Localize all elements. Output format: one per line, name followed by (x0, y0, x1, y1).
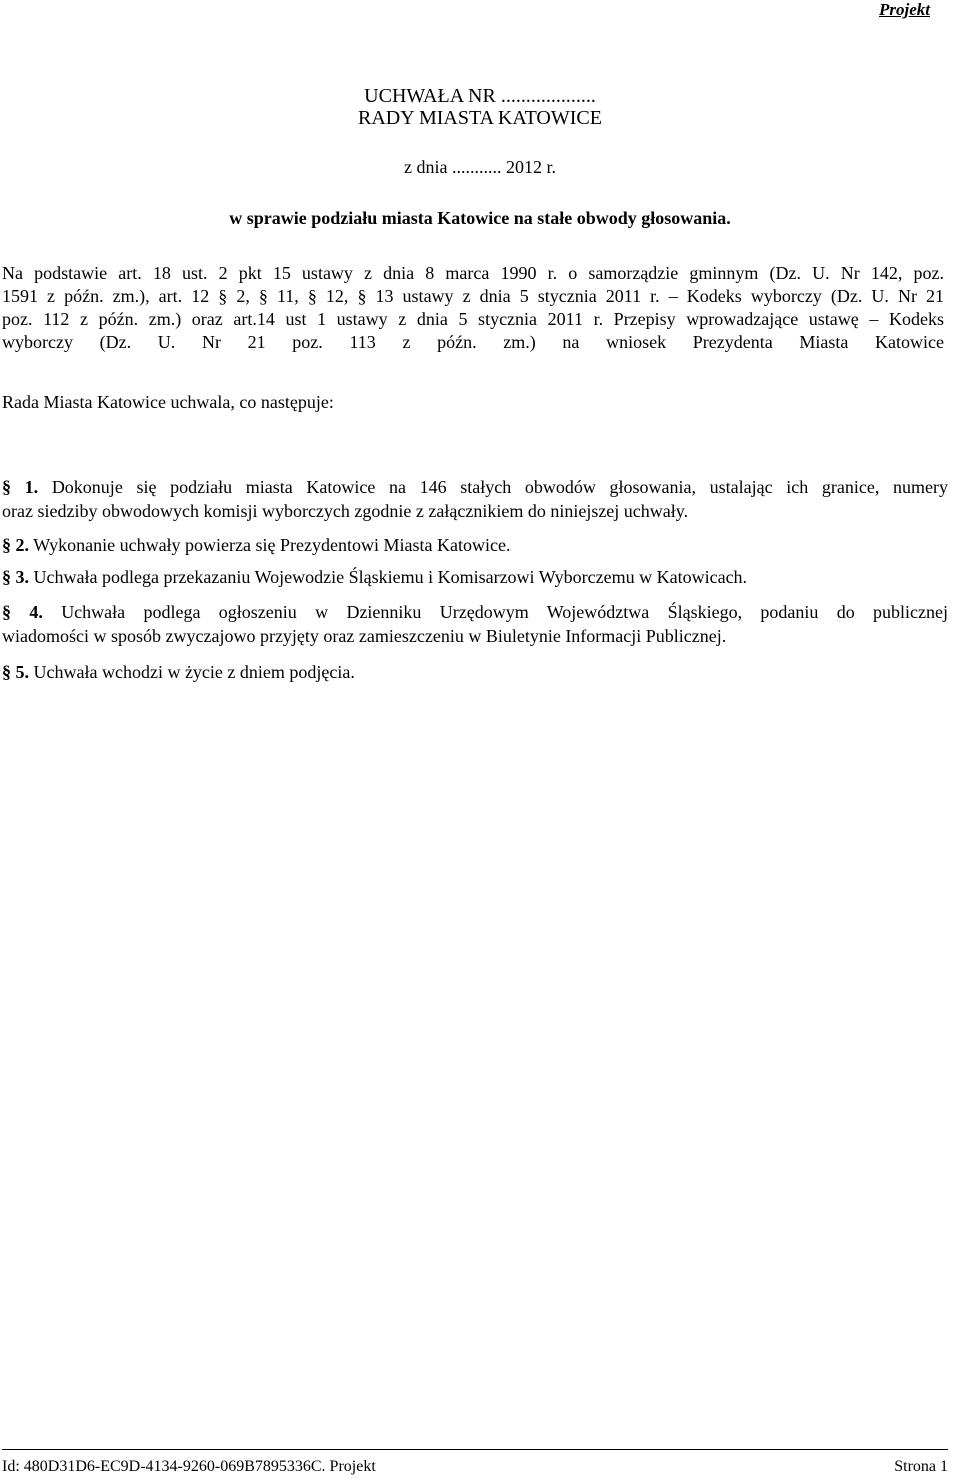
paragraph-number: § 5. (2, 662, 29, 682)
council-name: RADY MIASTA KATOWICE (358, 107, 602, 129)
document-id: Id: 480D31D6-EC9D-4134-9260-069B7895336C. Projekt (2, 1458, 376, 1475)
paragraph-line: wiadomości w sposób zwyczajowo przyjęty oraz zamieszczeniu w Biuletynie Informacji Publicznej. (2, 626, 727, 646)
paragraph-text: Uchwała wchodzi w życie z dniem podjęcia. (33, 662, 355, 682)
paragraph-text: Uchwała podlega ogłoszeniu w Dzienniku Urzędowym Województwa Śląskiego, podaniu do publicznej (61, 602, 949, 622)
paragraph-text: Uchwała podlega przekazaniu Wojewodzie Śląskiemu i Komisarzowi Wyborczemu w Katowicach. (33, 567, 748, 587)
paragraph-text: Wykonanie uchwały powierza się Prezydentowi Miasta Katowice. (33, 535, 511, 555)
resolution-number: UCHWAŁA NR ................... (364, 85, 596, 107)
paragraph-2 (2, 533, 948, 557)
paragraph-4 (2, 600, 948, 648)
resolution-subject: w sprawie podziału miasta Katowice na stałe obwody głosowania. (229, 208, 731, 228)
resolution-date: z dnia ........... 2012 r. (404, 157, 556, 177)
page-number: Strona 1 (894, 1458, 948, 1475)
paragraph-line: oraz siedziby obwodowych komisji wyborczych zgodnie z załącznikiem do niniejszej uchwały. (2, 501, 689, 521)
legal-basis (2, 262, 944, 354)
paragraph-number: § 3. (2, 567, 29, 587)
legal-basis-line: Na podstawie art. 18 ust. 2 pkt 15 ustawy z dnia 8 marca 1990 r. o samorządzie gminnym (Dz. U. Nr 142, poz. (2, 263, 944, 283)
legal-basis-line: 1591 z późn. zm.), art. 12 § 2, § 11, § 12, § 13 ustawy z dnia 5 stycznia 2011 r. – Kodeks wyborczy (Dz. U. Nr 21 (2, 286, 944, 306)
paragraph-line (2, 600, 948, 624)
paragraph-number: § 2. (2, 535, 29, 555)
paragraph-1 (2, 475, 948, 523)
legal-basis-line: wyborczy (Dz. U. Nr 21 poz. 113 z późn. zm.) na wniosek Prezydenta Miasta Katowice (2, 332, 944, 352)
paragraph-number: § 4. (2, 602, 43, 622)
paragraph-3 (2, 565, 948, 589)
footer-divider (2, 1449, 948, 1450)
paragraph-text: Dokonuje się podziału miasta Katowice na 146 stałych obwodów głosowania, ustalając ich granice, numery (51, 477, 949, 497)
council-resolves: Rada Miasta Katowice uchwala, co następuje: (2, 392, 334, 412)
paragraph-5 (2, 660, 948, 684)
legal-basis-line: poz. 112 z późn. zm.) oraz art.14 ust 1 ustawy z dnia 5 stycznia 2011 r. Przepisy wprowadzające ustawę – Kodeks (2, 309, 944, 329)
paragraph-line (2, 475, 948, 499)
paragraph-number: § 1. (2, 477, 39, 497)
projekt-label: Projekt (879, 0, 930, 19)
